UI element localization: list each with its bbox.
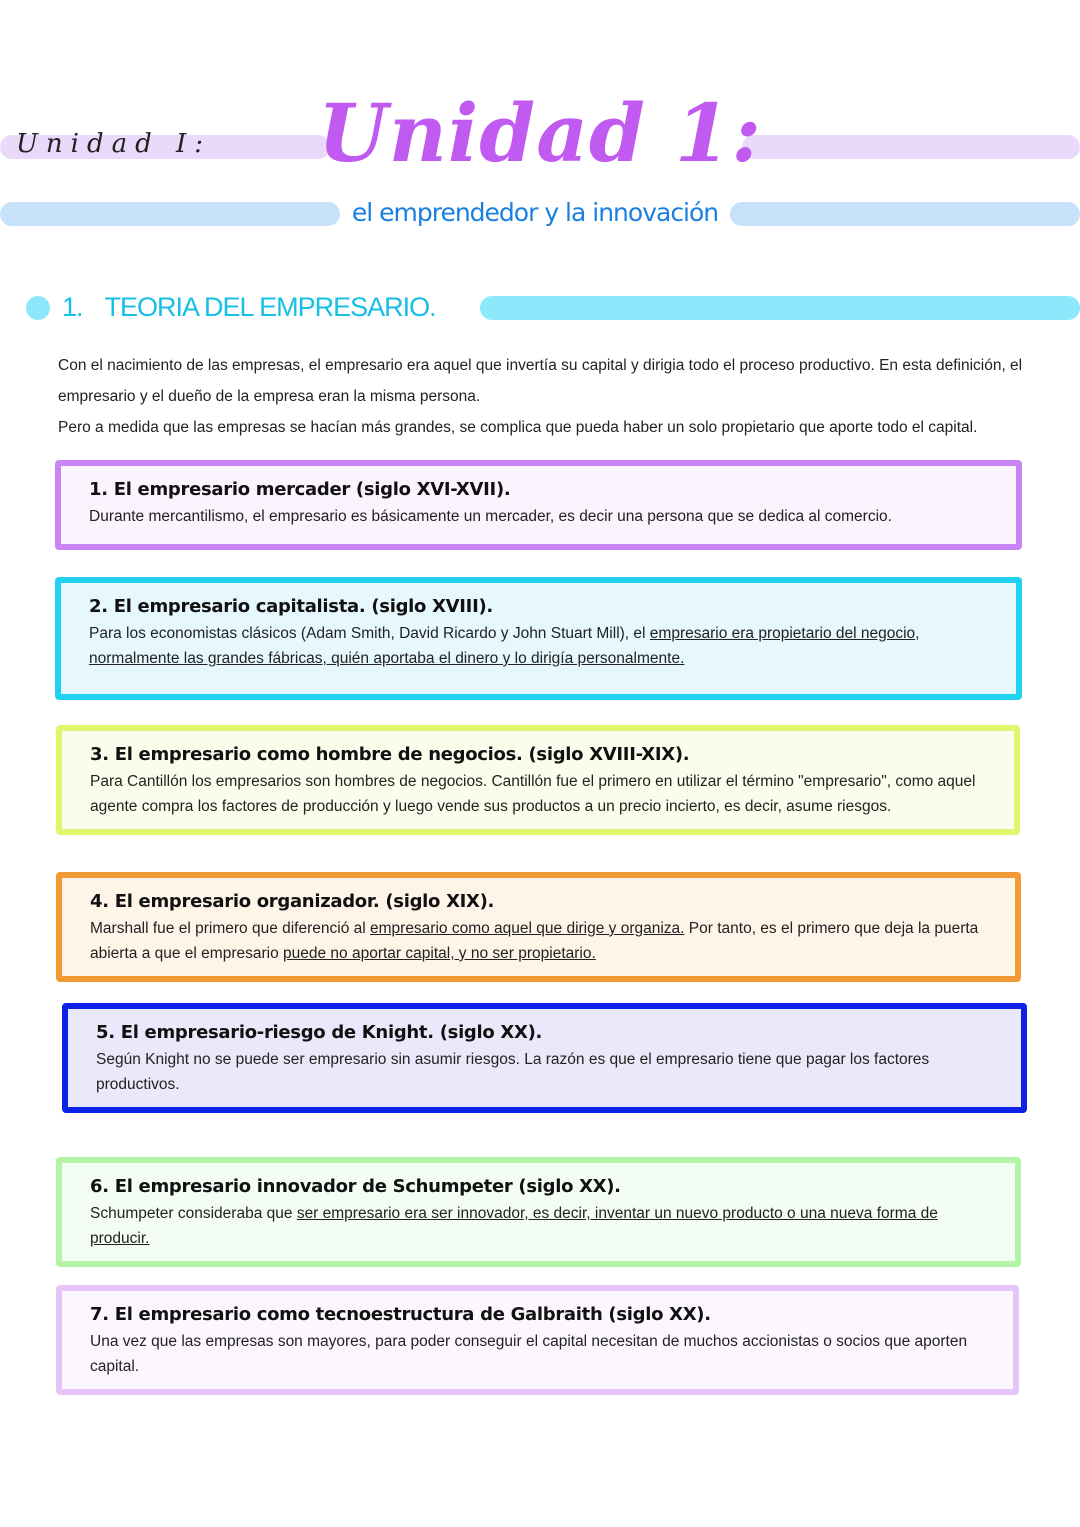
- intro-paragraph: Con el nacimiento de las empresas, el empresario era aquel que invertía su capital y dirigia todo el proceso productivo. En esta definición, el empresario y el dueño de la empresa eran la misma persona.: [58, 357, 1023, 405]
- body-text: Marshall fue el primero que diferenció al: [90, 920, 370, 937]
- card-body: [89, 504, 990, 529]
- card-3: [56, 725, 1020, 835]
- page-subtitle: el emprendedor y la innovación: [351, 198, 719, 227]
- section-number: 1.: [62, 292, 83, 322]
- body-text: Por tanto, es el primero que deja la puerta abierta a que el empresario: [90, 920, 979, 962]
- body-text: Una vez que las empresas son mayores, para poder conseguir el capital necesitan de muchos accionistas o socios que aporten capital.: [90, 1333, 968, 1375]
- underlined-text: puede no aportar capital, y no ser propietario.: [283, 945, 596, 962]
- card-1: [55, 460, 1022, 550]
- card-5: [62, 1003, 1027, 1113]
- intro-text: [58, 350, 1048, 443]
- section-heading: [62, 290, 436, 324]
- underlined-text: empresario como aquel que dirige y organiza.: [370, 920, 685, 937]
- card-heading: 7. El empresario como tecnoestructura de Galbraith (siglo XX).: [90, 1304, 711, 1325]
- card-body: [90, 916, 989, 966]
- card-heading: 4. El empresario organizador. (siglo XIX).: [90, 891, 495, 912]
- subtitle-band-right: [730, 202, 1080, 226]
- title-overlay: Unidad I:: [16, 129, 212, 159]
- card-body: [90, 769, 988, 819]
- card-7: [56, 1285, 1019, 1395]
- card-heading: 3. El empresario como hombre de negocios. (siglo XVIII-XIX).: [90, 744, 690, 765]
- card-heading: 1. El empresario mercader (siglo XVI-XVII).: [89, 479, 511, 500]
- card-6: [56, 1157, 1021, 1267]
- subtitle-band-left: [0, 202, 340, 226]
- card-heading: 2. El empresario capitalista. (siglo XVIII).: [89, 596, 493, 617]
- card-4: [56, 872, 1021, 982]
- body-text: Para Cantillón los empresarios son hombres de negocios. Cantillón fue el primero en utilizar el término "empresario", como aquel agente compra los factores de producción y luego vende sus productos a un precio incierto, es decir, asume riesgos.: [90, 773, 976, 815]
- intro-paragraph: Pero a medida que las empresas se hacían más grandes, se complica que pueda haber un solo propietario que aporte todo el capital.: [58, 419, 978, 436]
- page-title: Unidad 1:: [317, 86, 763, 180]
- section-band: [480, 296, 1080, 320]
- card-body: [96, 1047, 995, 1097]
- section-bullet-icon: [26, 296, 50, 320]
- body-text: Schumpeter consideraba que: [90, 1205, 297, 1222]
- card-body: [90, 1329, 987, 1379]
- card-body: [90, 1201, 989, 1251]
- underlined-text: ser empresario era ser innovador, es decir, inventar un nuevo producto o una nueva forma de producir.: [90, 1205, 938, 1247]
- section-title: TEORIA DEL EMPRESARIO.: [104, 292, 436, 322]
- body-text: Según Knight no se puede ser empresario sin asumir riesgos. La razón es que el empresario tiene que pagar los factores productivos.: [96, 1051, 930, 1093]
- card-2: [55, 577, 1022, 700]
- card-heading: 5. El empresario-riesgo de Knight. (siglo XX).: [96, 1022, 543, 1043]
- card-body: [89, 621, 990, 671]
- body-text: Durante mercantilismo, el empresario es básicamente un mercader, es decir una persona que se dedica al comercio.: [89, 508, 892, 525]
- card-heading: 6. El empresario innovador de Schumpeter (siglo XX).: [90, 1176, 621, 1197]
- underlined-text: empresario era propietario del negocio, normalmente las grandes fábricas, quién aportaba el dinero y lo dirigía personalmente.: [89, 625, 920, 667]
- body-text: Para los economistas clásicos (Adam Smith, David Ricardo y John Stuart Mill), el: [89, 625, 650, 642]
